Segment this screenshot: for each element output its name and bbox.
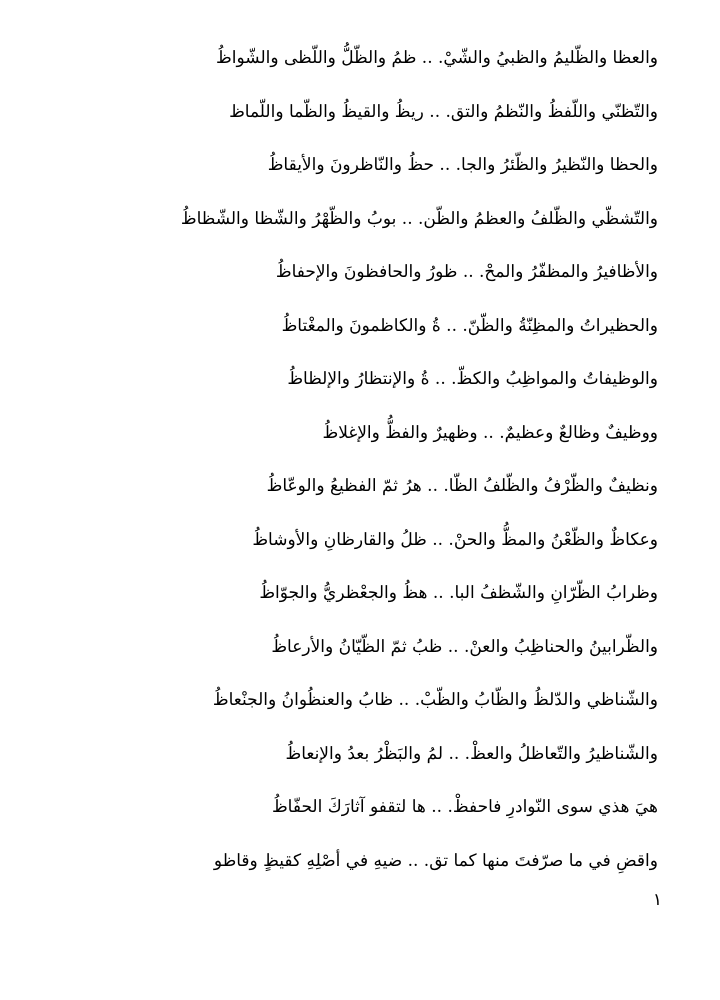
verse-line: وظرابُ الظّرّانِ والشّظفُ البا. .. هظُ والجعْظريُّ والجوّاظُ: [259, 583, 658, 603]
verse-line: والتّشظّي والظّلفُ والعظمُ والظّن. .. بوبُ والظّهْرُ والشّظا والشّظاظُ: [180, 208, 658, 229]
verse-line: ونظيفٌ والظّرْفُ والظّلفُ الظّا. .. هرُ ثمّ الفظيعُ والوعّاظُ: [266, 476, 658, 496]
verse-line: والوظيفاتُ والمواظِبُ والكظّ. .. ةُ والإنتظارُ والإلظاظُ: [287, 369, 658, 389]
verse-line: والحظيراتُ والمظِنّةُ والظّنّ. .. ةُ والكاظمونَ والمغْتاظُ: [281, 315, 658, 336]
verse-line: والظّرابينُ والحناظِبُ والعنْ. .. ظبُ ثمّ الظّيّانُ والأرعاظُ: [271, 636, 658, 657]
poem-body: [158, 38, 658, 894]
verse-line: والأظافيرُ والمظفّرُ والمحْ. .. ظورُ والحافظونَ والإحفاظُ: [275, 262, 658, 282]
verse-line: والعظا والظّليمُ والظبيُ والشّيْ. .. ظمُ والظّلُّ واللّظى والشّواظُ: [216, 48, 658, 68]
verse-line: والحظا والنّظيرُ والظّئرُ والجا. .. حظُ والنّاظرونَ والأيقاظُ: [267, 155, 658, 175]
verse-line: هيَ هذي سوى النّوادرِ فاحفظْ. .. ها لتقفو آثارَكَ الحفّاظُ: [271, 797, 658, 817]
verse-line: والشّناظيرُ والتّعاظلُ والعظْ. .. لمُ والبَظْرُ بعدُ والإنعاظُ: [285, 743, 658, 764]
verse-line: واقضِ في ما صرّفتَ منها كما تق. .. ضيهِ في أصْلِهِ كقيظٍ وقاظو: [213, 850, 658, 871]
verse-line: وعكاظٌ والظّعْنُ والمظُّ والحنْ. .. ظلُ والقارظانِ والأوشاظُ: [252, 529, 658, 550]
verse-line: والتّظنّي واللّفظُ والنّظمُ والتق. .. ريظُ والقيظُ والظّما واللّماظ: [229, 101, 658, 122]
page-number: ١: [652, 890, 662, 910]
verse-line: والشّناظي والدّلظُ والظّابُ والظّبْ. .. ظابُ والعنظُوانُ والجنْعاظُ: [212, 690, 658, 710]
verse-line: ووظيفٌ وظالعٌ وعظيمٌ. .. وظهيرٌ والفظُّ والإغلاظُ: [322, 422, 658, 443]
